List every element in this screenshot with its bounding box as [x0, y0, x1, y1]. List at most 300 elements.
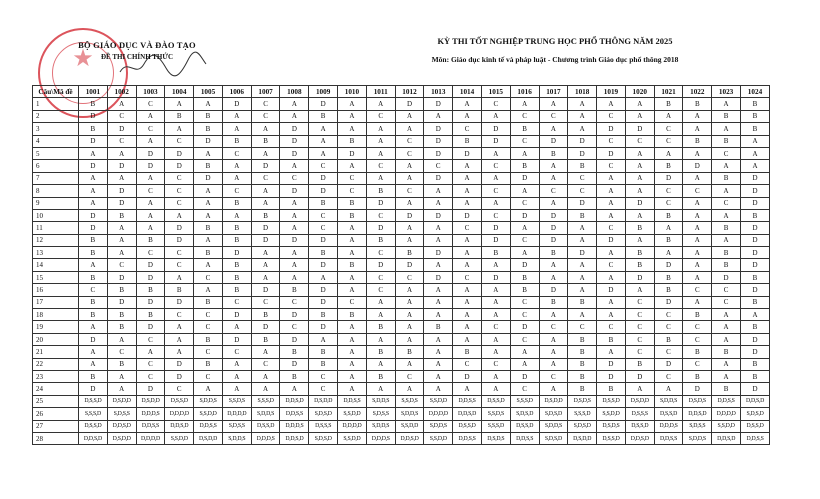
answer-cell: A: [79, 321, 108, 333]
answer-cell: A: [366, 147, 395, 159]
exam-code-header: 1014: [453, 86, 482, 98]
answer-cell: D: [222, 98, 251, 110]
answer-cell: D: [79, 222, 108, 234]
answer-cell: D,S,S,D: [481, 395, 510, 407]
answer-cell: D: [424, 123, 453, 135]
answer-cell: D,S,S,D: [654, 408, 683, 420]
answer-cell: D,D,S,S: [453, 432, 482, 444]
answer-cell: B: [222, 135, 251, 147]
answer-cell: B: [683, 346, 712, 358]
answer-cell: A: [194, 209, 223, 221]
answer-cell: S,D,D,S: [683, 432, 712, 444]
answer-cell: S,D,S,S: [683, 420, 712, 432]
answer-cell: B: [79, 98, 108, 110]
answer-cell: A: [309, 333, 338, 345]
answer-cell: B: [597, 383, 626, 395]
answer-cell: D: [568, 247, 597, 259]
answer-cell: D: [424, 172, 453, 184]
answer-cell: D: [136, 160, 165, 172]
answer-cell: B: [165, 110, 194, 122]
answer-cell: S,S,D,S: [395, 395, 424, 407]
answer-cell: D: [597, 284, 626, 296]
header-left: [62, 40, 212, 61]
answer-cell: C: [568, 185, 597, 197]
exam-code-header: 1024: [740, 86, 769, 98]
answer-cell: B: [654, 271, 683, 283]
answer-cell: B: [654, 160, 683, 172]
answer-cell: B: [79, 123, 108, 135]
answer-cell: A: [597, 209, 626, 221]
exam-code-header: 1010: [338, 86, 367, 98]
answer-cell: S,S,D,D: [597, 408, 626, 420]
answer-cell: A: [740, 160, 769, 172]
answer-cell: D: [481, 234, 510, 246]
answer-cell: C: [683, 185, 712, 197]
answer-cell: C: [136, 370, 165, 382]
answer-cell: A: [453, 284, 482, 296]
answer-cell: B: [194, 333, 223, 345]
answer-cell: C: [280, 296, 309, 308]
answer-cell: D: [251, 160, 280, 172]
answer-cell: D: [510, 321, 539, 333]
answer-cell: A: [79, 197, 108, 209]
answer-cell: A: [309, 147, 338, 159]
question-number-cell: 17: [33, 296, 79, 308]
answer-cell: C: [683, 284, 712, 296]
answer-cell: A: [453, 234, 482, 246]
answer-cell: D: [165, 370, 194, 382]
answer-cell: C: [625, 333, 654, 345]
answer-cell: S,D,D,S: [366, 420, 395, 432]
answer-cell: C: [597, 259, 626, 271]
answer-cell: A: [712, 370, 741, 382]
answer-cell: A: [539, 259, 568, 271]
answer-cell: A: [568, 110, 597, 122]
answer-cell: D: [597, 234, 626, 246]
answer-cell: A: [136, 172, 165, 184]
answer-cell: A: [712, 98, 741, 110]
answer-cell: C: [107, 110, 136, 122]
question-number-cell: 18: [33, 309, 79, 321]
exam-code-header: 1012: [395, 86, 424, 98]
answer-cell: A: [510, 222, 539, 234]
answer-cell: B: [568, 383, 597, 395]
answer-cell: C: [366, 160, 395, 172]
answer-cell: B: [654, 234, 683, 246]
answer-cell: A: [597, 98, 626, 110]
exam-code-header: 1017: [539, 86, 568, 98]
question-number-cell: 10: [33, 209, 79, 221]
answer-cell: A: [683, 247, 712, 259]
answer-cell: D: [79, 135, 108, 147]
answer-cell: C: [222, 185, 251, 197]
answer-cell: B: [683, 98, 712, 110]
table-row: [33, 160, 770, 172]
answer-cell: D: [251, 321, 280, 333]
answer-cell: D: [740, 383, 769, 395]
answer-cell: A: [539, 197, 568, 209]
exam-code-header: 1009: [309, 86, 338, 98]
answer-cell: S,D,D,S: [395, 408, 424, 420]
answer-cell: A: [222, 110, 251, 122]
answer-cell: A: [251, 346, 280, 358]
answer-cell: D: [251, 284, 280, 296]
answer-cell: C: [165, 135, 194, 147]
answer-cell: S,D,D,S: [222, 432, 251, 444]
answer-cell: D: [280, 123, 309, 135]
answer-cell: A: [654, 147, 683, 159]
answer-cell: D,D,S,S: [712, 395, 741, 407]
answer-cell: C: [654, 321, 683, 333]
answer-cell: A: [194, 98, 223, 110]
answer-cell: C: [395, 147, 424, 159]
answer-cell: D: [107, 160, 136, 172]
answer-cell: D,D,S,D: [453, 408, 482, 420]
answer-cell: A: [424, 284, 453, 296]
answer-cell: B: [712, 110, 741, 122]
answer-cell: B: [712, 135, 741, 147]
answer-cell: B: [79, 271, 108, 283]
answer-cell: C: [136, 98, 165, 110]
answer-cell: D: [309, 284, 338, 296]
answer-cell: B: [712, 346, 741, 358]
answer-cell: C: [597, 321, 626, 333]
question-number-cell: 4: [33, 135, 79, 147]
answer-cell: A: [539, 271, 568, 283]
answer-cell: D: [740, 222, 769, 234]
answer-cell: C: [453, 358, 482, 370]
answer-cell: C: [481, 358, 510, 370]
answer-cell: C: [683, 358, 712, 370]
table-row: [33, 147, 770, 159]
answer-cell: D: [740, 234, 769, 246]
answer-cell: S,S,S,D: [510, 395, 539, 407]
answer-cell: B: [395, 346, 424, 358]
answer-cell: C: [481, 321, 510, 333]
answer-cell: A: [683, 123, 712, 135]
answer-cell: D: [165, 296, 194, 308]
answer-cell: D: [453, 209, 482, 221]
answer-cell: A: [136, 209, 165, 221]
answer-cell: D: [165, 160, 194, 172]
answer-cell: A: [481, 346, 510, 358]
answer-cell: A: [79, 147, 108, 159]
answer-cell: A: [338, 160, 367, 172]
answer-cell: B: [683, 309, 712, 321]
answer-cell: D: [510, 209, 539, 221]
answer-cell: B: [194, 247, 223, 259]
answer-cell: A: [510, 147, 539, 159]
answer-cell: C: [107, 259, 136, 271]
answer-cell: A: [280, 98, 309, 110]
answer-cell: D: [740, 259, 769, 271]
answer-cell: D: [280, 147, 309, 159]
answer-cell: C: [683, 333, 712, 345]
answer-cell: A: [165, 98, 194, 110]
answer-cell: S,S,S,D: [79, 408, 108, 420]
answer-cell: A: [539, 333, 568, 345]
answer-cell: A: [453, 296, 482, 308]
answer-cell: B: [712, 222, 741, 234]
answer-cell: S,S,D,D: [424, 432, 453, 444]
answer-cell: C: [510, 234, 539, 246]
answer-cell: D: [683, 383, 712, 395]
answer-cell: D: [625, 271, 654, 283]
answer-cell: B: [683, 370, 712, 382]
answer-cell: B: [366, 185, 395, 197]
answer-cell: D,D,S,D: [280, 395, 309, 407]
answer-cell: D,S,S,D: [79, 395, 108, 407]
answer-cell: B: [712, 247, 741, 259]
exam-code-header: 1023: [712, 86, 741, 98]
answer-cell: D: [395, 209, 424, 221]
table-row: [33, 370, 770, 382]
answer-cell: D: [79, 160, 108, 172]
exam-code-header: 1021: [654, 86, 683, 98]
answer-cell: B: [366, 346, 395, 358]
answer-cell: B: [79, 370, 108, 382]
answer-cell: D: [453, 147, 482, 159]
answer-cell: B: [740, 110, 769, 122]
answer-cell: B: [568, 346, 597, 358]
answer-cell: A: [107, 333, 136, 345]
answer-cell: C: [453, 222, 482, 234]
answer-cell: D: [107, 296, 136, 308]
answer-cell: A: [597, 172, 626, 184]
answer-cell: D: [539, 222, 568, 234]
answer-cell: D,D,D,S: [280, 420, 309, 432]
answer-cell: A: [107, 383, 136, 395]
question-number-cell: 13: [33, 247, 79, 259]
answer-cell: B: [280, 346, 309, 358]
answer-cell: S,S,D,D: [338, 408, 367, 420]
answer-cell: B: [251, 309, 280, 321]
answer-cell: A: [510, 98, 539, 110]
question-number-cell: 1: [33, 98, 79, 110]
exam-code-header: 1013: [424, 86, 453, 98]
answer-cell: A: [539, 123, 568, 135]
answer-cell: B: [453, 135, 482, 147]
answer-cell: D: [568, 147, 597, 159]
answer-cell: A: [338, 321, 367, 333]
answer-cell: A: [395, 321, 424, 333]
exam-code-header: 1004: [165, 86, 194, 98]
table-row: [33, 222, 770, 234]
answer-cell: A: [481, 110, 510, 122]
answer-cell: D: [568, 135, 597, 147]
answer-cell: C: [539, 370, 568, 382]
answer-cell: A: [251, 147, 280, 159]
answer-cell: C: [654, 346, 683, 358]
answer-cell: C: [366, 247, 395, 259]
answer-cell: D: [136, 321, 165, 333]
answer-cell: A: [683, 209, 712, 221]
answer-cell: D: [280, 309, 309, 321]
answer-cell: D,D,D,S: [654, 420, 683, 432]
answer-cell: B: [712, 172, 741, 184]
answer-cell: S,D,S,D: [740, 408, 769, 420]
answer-cell: B: [107, 284, 136, 296]
answer-cell: D: [136, 383, 165, 395]
answer-cell: S,S,D,D: [395, 420, 424, 432]
answer-cell: A: [625, 209, 654, 221]
exam-code-header: 1016: [510, 86, 539, 98]
answer-cell: C: [539, 185, 568, 197]
answer-cell: A: [366, 296, 395, 308]
answer-cell: A: [683, 172, 712, 184]
answer-cell: B: [338, 259, 367, 271]
answer-cell: A: [712, 209, 741, 221]
answer-cell: C: [165, 185, 194, 197]
answer-cell: A: [424, 358, 453, 370]
answer-cell: B: [136, 234, 165, 246]
answer-cell: B: [740, 370, 769, 382]
answer-cell: A: [654, 247, 683, 259]
table-row: [33, 333, 770, 345]
answer-cell: D,D,S,S: [453, 395, 482, 407]
answer-cell: C: [309, 160, 338, 172]
answer-cell: B: [568, 358, 597, 370]
exam-code-header: 1018: [568, 86, 597, 98]
answer-cell: S,D,D,S: [424, 420, 453, 432]
answer-cell: A: [280, 110, 309, 122]
answer-cell: B: [625, 358, 654, 370]
answer-cell: C: [481, 98, 510, 110]
answer-cell: A: [280, 222, 309, 234]
answer-cell: A: [107, 370, 136, 382]
answer-cell: C: [309, 370, 338, 382]
answer-cell: B: [309, 247, 338, 259]
answer-cell: C: [539, 110, 568, 122]
answer-cell: A: [625, 172, 654, 184]
answer-cell: C: [309, 209, 338, 221]
answer-cell: D,D,D,D: [338, 420, 367, 432]
answer-cell: D: [740, 284, 769, 296]
answer-cell: A: [395, 284, 424, 296]
answer-cell: D,D,S,D: [280, 432, 309, 444]
answer-cell: D,S,D,S: [597, 420, 626, 432]
answer-cell: A: [510, 185, 539, 197]
answer-cell: A: [424, 185, 453, 197]
answer-cell: C: [395, 135, 424, 147]
answer-cell: A: [481, 259, 510, 271]
answer-cell: D: [539, 284, 568, 296]
answer-cell: C: [510, 383, 539, 395]
question-number-cell: 12: [33, 234, 79, 246]
answer-cell: D: [107, 123, 136, 135]
exam-code-header: 1007: [251, 86, 280, 98]
answer-cell: C: [251, 172, 280, 184]
answer-cell: A: [338, 247, 367, 259]
answer-cell: C: [366, 209, 395, 221]
answer-cell: C: [654, 185, 683, 197]
answer-cell: C: [510, 333, 539, 345]
answer-cell: D: [107, 271, 136, 283]
answer-cell: D,S,D,D: [107, 395, 136, 407]
answer-cell: A: [568, 98, 597, 110]
answer-cell: D,S,D,D: [194, 432, 223, 444]
answer-cell: C: [625, 135, 654, 147]
exam-code-header: 1008: [280, 86, 309, 98]
answer-cell: A: [712, 358, 741, 370]
answer-cell: A: [453, 259, 482, 271]
answer-cell: A: [625, 160, 654, 172]
answer-cell: C: [510, 296, 539, 308]
answer-cell: B: [251, 135, 280, 147]
answer-cell: A: [683, 296, 712, 308]
answer-cell: C: [251, 358, 280, 370]
answer-cell: A: [136, 346, 165, 358]
exam-code-header: 1005: [194, 86, 223, 98]
answer-cell: B: [539, 296, 568, 308]
answer-cell: A: [194, 284, 223, 296]
answer-cell: A: [453, 197, 482, 209]
answer-cell: B: [366, 321, 395, 333]
answer-cell: C: [366, 284, 395, 296]
answer-cell: C: [424, 160, 453, 172]
answer-cell: C: [251, 98, 280, 110]
answer-cell: C: [107, 135, 136, 147]
answer-cell: B: [539, 247, 568, 259]
answer-cell: A: [481, 147, 510, 159]
answer-cell: D: [107, 185, 136, 197]
answer-cell: C: [481, 185, 510, 197]
answer-cell: B: [338, 197, 367, 209]
answer-cell: D: [309, 296, 338, 308]
answer-cell: A: [251, 197, 280, 209]
answer-cell: S,S,S,D: [568, 408, 597, 420]
answer-cell: D: [740, 197, 769, 209]
answer-cell: C: [712, 147, 741, 159]
answer-cell: C: [712, 284, 741, 296]
answer-cell: D,D,D,S: [366, 432, 395, 444]
table-row: [33, 197, 770, 209]
answer-cell: B: [194, 160, 223, 172]
answer-cell: D: [481, 222, 510, 234]
answer-cell: D: [539, 209, 568, 221]
question-number-cell: 22: [33, 358, 79, 370]
answer-cell: A: [539, 346, 568, 358]
answer-cell: B: [280, 284, 309, 296]
answer-cell: A: [510, 247, 539, 259]
question-number-cell: 3: [33, 123, 79, 135]
answer-cell: D,S,D,S: [568, 395, 597, 407]
answer-cell: A: [107, 247, 136, 259]
answer-cell: C: [395, 185, 424, 197]
answer-cell: A: [453, 185, 482, 197]
answer-cell: A: [338, 222, 367, 234]
answer-cell: A: [338, 370, 367, 382]
answer-cell: S,D,D,S: [251, 408, 280, 420]
answer-cell: B: [740, 321, 769, 333]
answer-cell: S,D,D,S: [194, 395, 223, 407]
answer-cell: C: [453, 271, 482, 283]
answer-cell: C: [194, 370, 223, 382]
answer-cell: D,D,D,D: [222, 408, 251, 420]
answer-cell: A: [251, 123, 280, 135]
answer-cell: C: [136, 185, 165, 197]
answer-cell: B: [251, 209, 280, 221]
answer-cell: A: [395, 110, 424, 122]
answer-cell: A: [338, 346, 367, 358]
corner-header-cell: Câu\Mã đề: [33, 86, 79, 98]
answer-cell: A: [366, 123, 395, 135]
answer-cell: D,D,D,D: [424, 408, 453, 420]
answer-cell: A: [453, 383, 482, 395]
table-row: [33, 247, 770, 259]
answer-cell: A: [712, 185, 741, 197]
answer-cell: C: [165, 309, 194, 321]
